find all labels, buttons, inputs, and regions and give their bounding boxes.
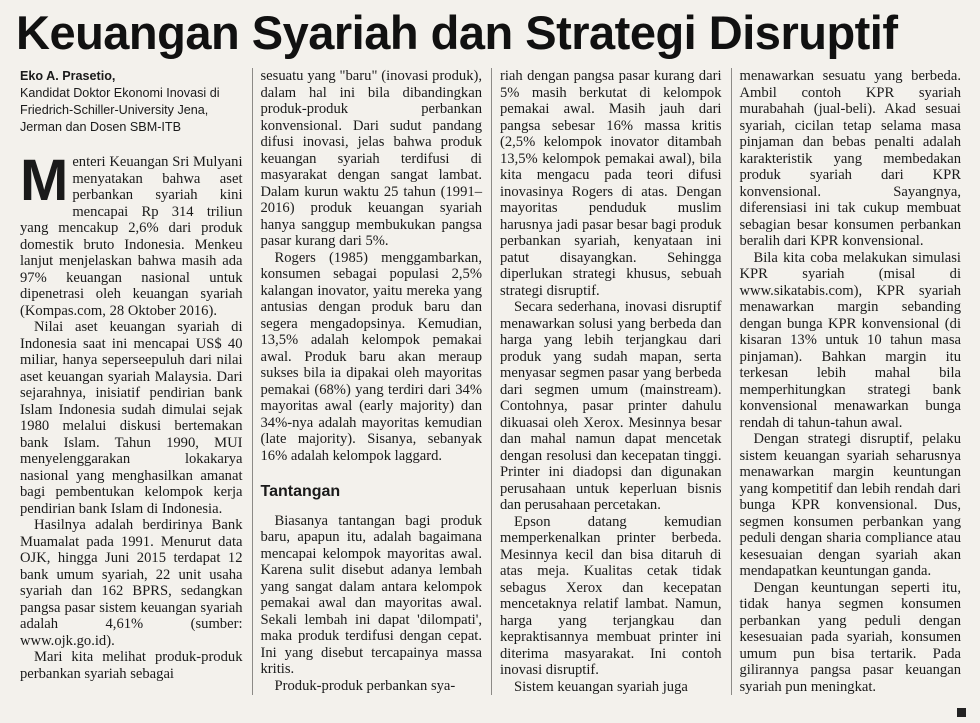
end-of-article-square-icon [957,708,966,717]
byline [20,68,243,136]
drop-cap: M [20,148,69,213]
paragraph: riah dengan pangsa pasar kurang dari 5% masih berkutat di kelompok pemakai awal. Masih jauh dari pangsa sebesar 16% massa kritis (2,5% kelompok inovator ditambah 13,5% kelompok pemakai awal), bila kita mengacu pada teori difusi inovasinya Rogers di atas. Dengan mayoritas penduduk muslim harusnya jadi pasar besar bagi produk perbankan syariah, kenyataan ini patut disayangkan. Sehingga diperlukan strategi khusus, sebuah strategi disruptif. [500,68,722,299]
column-3 [491,68,731,695]
byline-role: Kandidat Doktor Ekonomi Inovasi di Friedrich-Schiller-University Jena, Jerman dan Dosen SBM-ITB [20,86,220,134]
paragraph: Rogers (1985) menggambarkan, konsumen sebagai populasi 2,5% kalangan inovator, yaitu mereka yang antusias dengan produk baru dan segera mengadopsinya. Kemudian, 13,5% adalah kelompok pemakai awal. Produk baru akan meraup sukses bila ia dipakai oleh mayoritas pemakai (68%) yang terdiri dari 34% mayoritas awal (early majority) dan 34%-nya adalah mayoritas kemudian (late majority). Sisanya, sebanyak 16% adalah kelompok laggard. [260,249,482,464]
paragraph: menawarkan sesuatu yang berbeda. Ambil contoh KPR syariah murabahah (jual-beli). Akad sesuai syariah, cicilan tetap selama masa pinjaman dan bebas penalti adalah karakteristik yang membedakan produk syariah dari KPR konvensional. Sayangnya, diferensiasi ini tak cukup membuat sebagian besar konsumen perbankan beralih dari KPR konvensional. [739,68,961,249]
paragraph: Biasanya tantangan bagi produk baru, apapun itu, adalah bagaimana mencapai kelompok mayoritas awal. Karena sulit disebut adanya lembah yang sangat dalam antara kelompok pemakai awal dan mayoritas awal. Sekali lembah ini dapat 'dilompati', maka produk terdifusi dengan cepat. Ini yang disebut tercapainya massa kritis. [260,512,482,677]
paragraph: sesuatu yang "baru" (inovasi produk), dalam hal ini bila dibandingkan produk-produk perbankan konvensional. Dari sudut pandang difusi inovasi, jelas bahwa produk keuangan syariah terdifusi di masyarakat dengan sangat lambat. Dalam kurun waktu 25 tahun (1991–2016) produk keuangan syariah hanya sanggup membukukan pangsa pasar kurang dari 5%. [260,68,482,249]
column-4 [731,68,971,695]
subheading: Tantangan [260,483,341,500]
paragraph: Secara sederhana, inovasi disruptif menawarkan solusi yang berbeda dan harga yang lebih terjangkau dari produk yang sudah mapan, serta menyasar segmen pasar yang berbeda dari segmen umum (mainstream). Contohnya, pasar printer dahulu dikuasai oleh Xerox. Mesinnya besar dan mahal namun dapat mencetak dengan resolusi dan kecepatan tinggi. Printer ini diadopsi dan digunakan perusahaan untuk keperluan bisnis dan perusahaan percetakan. [500,299,722,513]
paragraph: Nilai aset keuangan syariah di Indonesia saat ini mencapai US$ 40 miliar, hanya seperseepuluh dari nilai aset keuangan syariah Malaysia. Dari sejarahnya, inisiatif pendirian bank Islam Indonesia sudah dimulai sejak 1980 melalui diskusi bertemakan bank Islam. Tahun 1990, MUI menyelenggarakan lokakarya nasional yang menghasilkan amanat bagi pembentukan kelompok kerja pendirian bank Islam di Indonesia. [20,319,243,517]
column-1 [12,68,252,695]
paragraph: Epson datang kemudian memperkenalkan printer berbeda. Mesinnya kecil dan bisa ditaruh di atas meja. Kualitas cetak tidak sebagus Xerox dan kecepatan mencetaknya relatif lambat. Namun, harga yang terjangkau dan kepraktisannya membuat printer ini diterima masyarakat. Ini contoh inovasi disruptif. [500,513,722,678]
byline-author: Eko A. Prasetio, [20,69,116,83]
paragraph: Dengan keuntungan seperti itu, tidak hanya segmen konsumen perbankan yang peduli dengan kesesuaian pada syariah, konsumen umum pun bisa tertarik. Pada gilirannya pangsa pasar keuangan syariah pun meningkat. [739,579,961,695]
paragraph: Dengan strategi disruptif, pelaku sistem keuangan syariah seharusnya menawarkan margin keuntungan yang kompetitif dan lebih rendah dari bunga KPR konvensional. Dus, segmen konsumen perbankan yang peduli dengan sharia compliance atau kesesuaian dengan syariah akan mendapatkan keuntungan ganda. [739,431,961,579]
headline: Keuangan Syariah dan Strategi Disruptif [16,6,898,59]
paragraph: Produk-produk perbankan sya- [274,677,456,694]
paragraph: Sistem keuangan syariah juga [514,678,688,695]
paragraph-text: enteri Keuangan Sri Mulyani menyatakan bahwa aset perbankan syariah kini mencapai Rp 314 triliun yang mencakup 2,6% dari produk domestik bruto Indonesia. Menkeu lanjut menjelaskan bahwa masih ada 97% keuangan nasional untuk dipenetrasi oleh keuangan syariah (Kompas.com, 28 Oktober 2016). [20,154,243,319]
paragraph: Mari kita melihat produk-produk perbankan syariah sebagai [20,649,243,682]
paragraph: Hasilnya adalah berdirinya Bank Muamalat pada 1991. Menurut data OJK, hingga Juni 2015 terdapat 12 bank umum syariah, 22 unit usaha syariah dan 162 BPRS, sedangkan pangsa pasar sistem keuangan syariah adalah 4,61% (sumber: www.ojk.go.id). [20,517,243,649]
paragraph [20,148,243,319]
paragraph: Bila kita coba melakukan simulasi KPR syariah (misal di www.sikatabis.com), KPR syariah menawarkan margin sebanding dengan bunga KPR konvensional (di kisaran 13% untuk 10 tahun masa pinjaman). Bahkan margin itu terkesan lebih mahal bila memperhitungkan strategi bank konvensional menawarkan bunga rendah di tahun-tahun awal. [739,249,961,431]
article-columns [12,68,970,695]
column-2 [252,68,492,695]
